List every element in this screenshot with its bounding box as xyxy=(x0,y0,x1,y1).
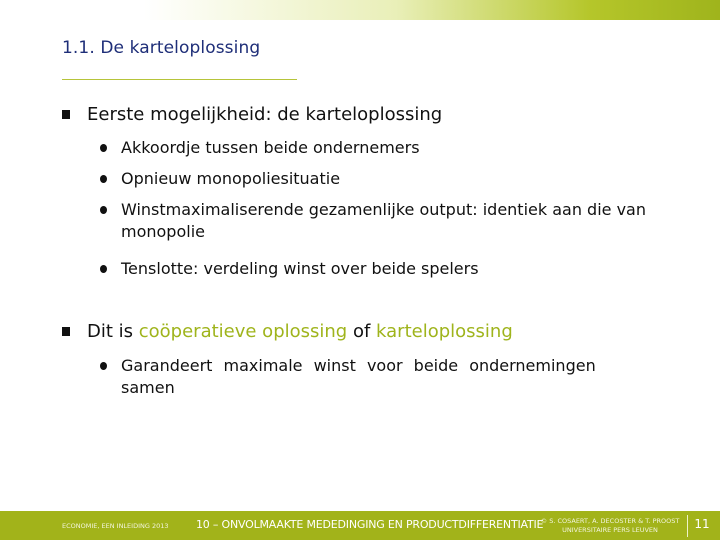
round-bullet-icon xyxy=(100,362,107,370)
round-bullet-icon xyxy=(100,175,107,183)
sub-bullet-text: Winstmaximaliserende gezamenlijke output: identiek aan die van monopolie xyxy=(121,200,646,241)
sub-bullet-text: Tenslotte: verdeling winst over beide spelers xyxy=(121,259,479,278)
sub-bullet-text: Garandeert maximale winst voor beide ondernemingen samen xyxy=(121,356,596,397)
footer-copyright-line-2: UNIVERSITAIRE PERS LEUVEN xyxy=(562,526,658,534)
bullet-2-text xyxy=(87,320,513,344)
highlight-term: coöperatieve oplossing xyxy=(138,321,348,342)
header-gradient-band xyxy=(0,0,720,20)
footer-book-title: ECONOMIE, EEN INLEIDING 2013 xyxy=(62,522,169,530)
footer-copyright-line-1: © S. COSAERT, A. DECOSTER & T. PROOST xyxy=(540,517,680,525)
bullet-2-text-part: Dit is xyxy=(87,321,139,342)
round-bullet-icon xyxy=(100,144,107,152)
footer-copyright xyxy=(535,517,685,535)
slide-title: 1.1. De karteloplossing xyxy=(62,38,261,58)
footer-divider xyxy=(687,515,688,537)
title-underline xyxy=(62,79,297,80)
footer-chapter-title: 10 – ONVOLMAAKTE MEDEDINGING EN PRODUCTDIFFERENTIATIE xyxy=(196,518,544,531)
sub-bullet-text: Akkoordje tussen beide ondernemers xyxy=(121,138,420,157)
bullet-1-text: Eerste mogelijkheid: de karteloplossing xyxy=(87,104,443,125)
square-bullet-icon xyxy=(62,327,70,336)
square-bullet-icon xyxy=(62,110,70,119)
bullet-2-text-part: of xyxy=(347,321,377,342)
footer-bar xyxy=(0,511,720,540)
highlight-term: karteloplossing xyxy=(376,321,513,342)
round-bullet-icon xyxy=(100,265,107,273)
round-bullet-icon xyxy=(100,206,107,214)
sub-bullet-text: Opnieuw monopoliesituatie xyxy=(121,169,341,188)
page-number: 11 xyxy=(694,517,710,531)
